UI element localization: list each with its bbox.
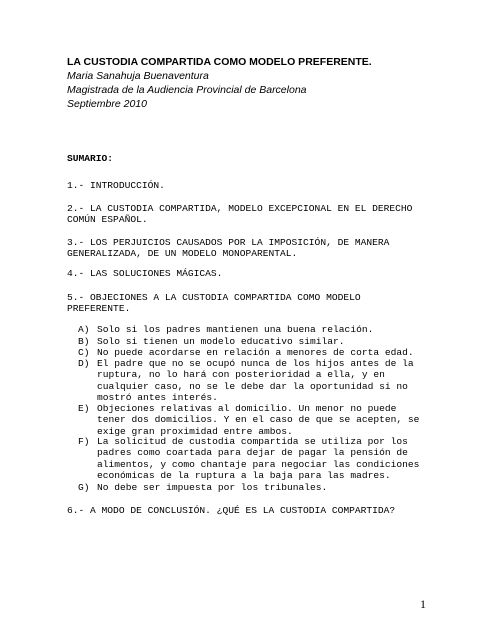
- objection-text: Solo si los padres mantienen una buena relación.: [97, 324, 374, 335]
- objection-letter: F): [78, 436, 90, 447]
- objection-text: El padre que no se ocupó nunca de los hijos antes de la ruptura, no lo hará con posterioridad a ella, y en cualquier caso, no se le debe dar la oportunidad si no mostró antes interés.: [97, 358, 414, 404]
- objection-letter: G): [78, 482, 90, 493]
- section-1: 1.- INTRODUCCIÓN.: [67, 180, 165, 191]
- author-name: Maria Sanahuja Buenaventura: [67, 70, 209, 82]
- section-5: 5.- OBJECIONES A LA CUSTODIA COMPARTIDA COMO MODELO PREFERENTE.: [67, 292, 361, 315]
- objection-letter: C): [78, 347, 90, 358]
- objection-text: Solo si tienen un modelo educativo similar.: [97, 336, 345, 347]
- document-title: LA CUSTODIA COMPARTIDA COMO MODELO PREFERENTE.: [67, 56, 372, 68]
- objection-letter: A): [78, 324, 90, 335]
- section-6: 6.- A MODO DE CONCLUSIÓN. ¿QUÉ ES LA CUSTODIA COMPARTIDA?: [67, 505, 396, 516]
- objection-text: No debe ser impuesta por los tribunales.: [97, 482, 328, 493]
- section-3: 3.- LOS PERJUICIOS CAUSADOS POR LA IMPOSICIÓN, DE MANERA GENERALIZADA, DE UN MODELO MONOPARENTAL.: [67, 237, 390, 260]
- page-number: 1: [420, 597, 426, 611]
- section-4: 4.- LAS SOLUCIONES MÁGICAS.: [67, 268, 223, 279]
- objection-letter: B): [78, 336, 90, 347]
- section-2: 2.- LA CUSTODIA COMPARTIDA, MODELO EXCEPCIONAL EN EL DERECHO COMÚN ESPAÑOL.: [67, 203, 413, 226]
- objection-letter: D): [78, 358, 90, 369]
- objection-text: Objeciones relativas al domicilio. Un menor no puede tener dos domicilios. Y en el caso de que se acepten, se exige gran proximidad entre ambos.: [97, 403, 420, 437]
- objection-text: La solicitud de custodia compartida se utiliza por los padres como coartada para dejar de pagar la pensión de alimentos, y como chantaje para negociar las condiciones económicas de la ruptura a la baja para las madres.: [97, 436, 420, 482]
- document-date: Septiembre 2010: [67, 98, 147, 110]
- author-position: Magistrada de la Audiencia Provincial de Barcelona: [67, 84, 307, 96]
- summary-heading: SUMARIO:: [67, 153, 114, 164]
- objection-letter: E): [78, 403, 90, 414]
- objection-text: No puede acordarse en relación a menores de corta edad.: [97, 347, 414, 358]
